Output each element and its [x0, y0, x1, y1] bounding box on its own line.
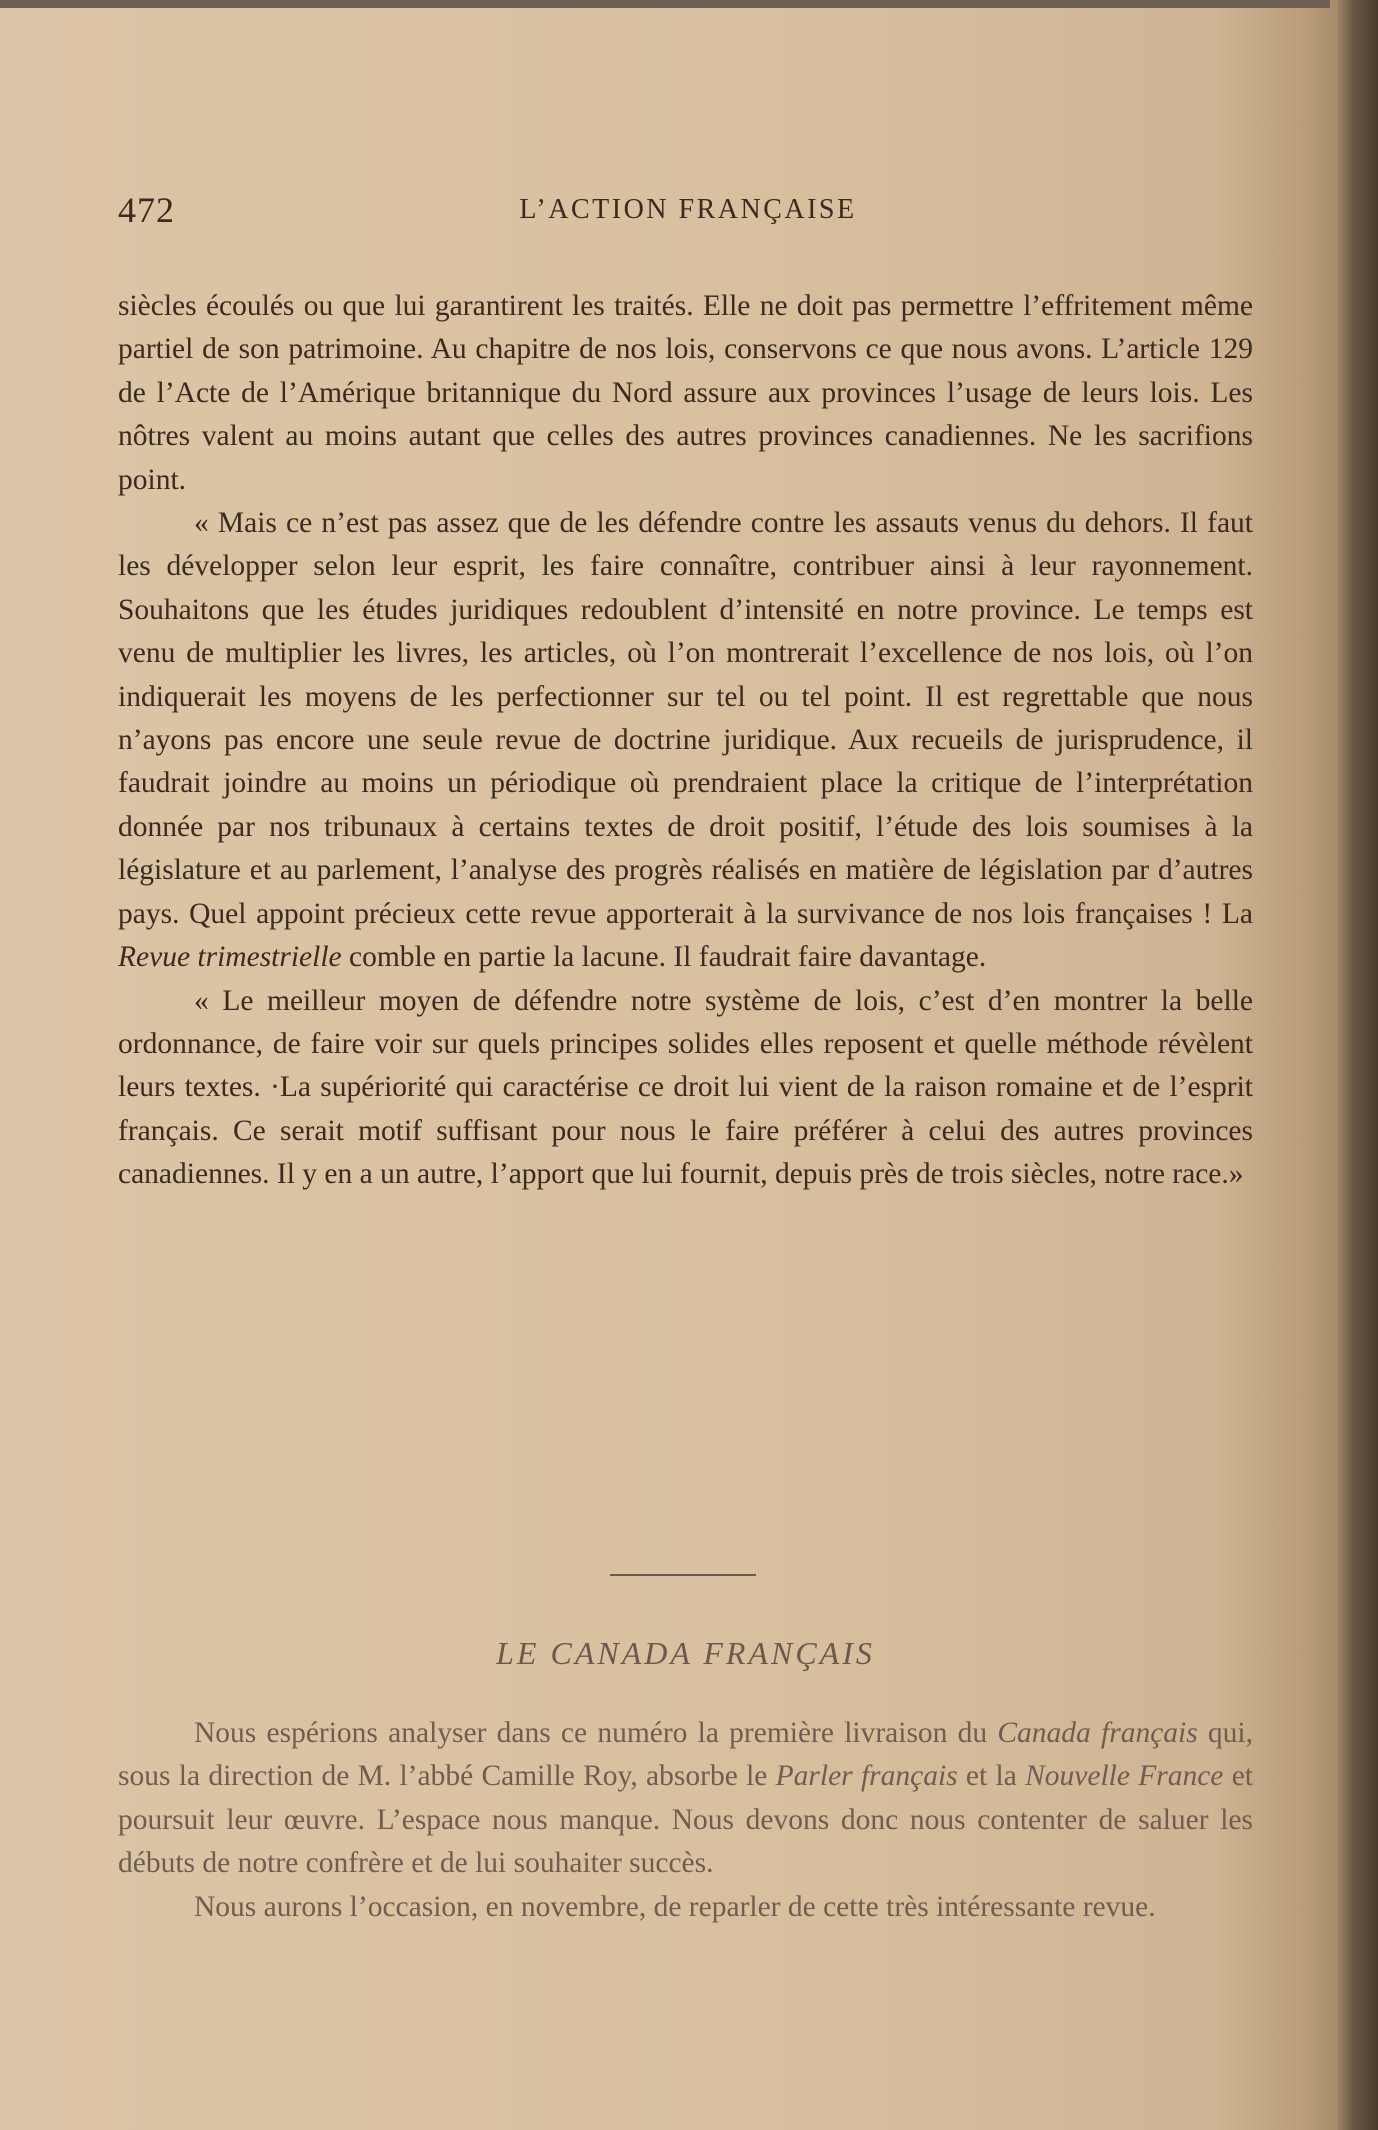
section-paragraph-2: Nous aurons l’occasion, en novembre, de reparler de cette très intéressante revue.	[194, 1890, 1156, 1923]
article-body	[118, 285, 1253, 1197]
section-text-a: Nous espérions analyser dans ce numéro la première livraison du	[194, 1717, 998, 1749]
page-number: 472	[118, 190, 175, 230]
body-paragraph-2	[118, 502, 1253, 979]
journal-title-canada-francais: Canada français	[997, 1717, 1198, 1749]
section-text-b: qui, sous la direction de M. l’abbé Camille Roy, absorbe le	[118, 1717, 1254, 1793]
section-paragraph-1	[118, 1712, 1253, 1886]
page-header	[118, 185, 1258, 235]
body-paragraph-2-end: comble en partie la lacune. Il faudrait faire davantage.	[341, 941, 987, 974]
journal-title-nouvelle-france: Nouvelle France	[1025, 1760, 1224, 1793]
page-top-edge	[0, 0, 1330, 8]
section-divider	[610, 1574, 756, 1576]
section-text-c: et la	[957, 1760, 1026, 1793]
journal-title-revue-trimestrielle: Revue trimestrielle	[118, 941, 342, 974]
journal-title-parler-francais: Parler français	[775, 1760, 958, 1793]
body-paragraph-1: siècles écoulés ou que lui garantirent les traités. Elle ne doit pas permettre l’effritement même partiel de son patrimoine. Au chapitre de nos lois, conservons ce que nous avons. L’article 129 de l’Acte de l’Amérique britannique du Nord assure aux provinces l’usage de leurs lois. Les nôtres valent au moins autant que celles des autres provinces canadiennes. Ne les sacrifions point.	[118, 290, 1253, 496]
section-text-d: et poursuit leur œuvre. L’espace nous manque. Nous devons donc nous contenter de saluer les débuts de notre confrère et de lui souhaiter succès.	[118, 1760, 1253, 1880]
body-paragraph-3: « Le meilleur moyen de défendre notre système de lois, c’est d’en montrer la belle ordonnance, de faire voir sur quels principes solides elles reposent et quelle méthode révèlent leurs textes. ·La supériorité qui caractérise ce droit lui vient de la raison romaine et de l’esprit français. Ce serait motif suffisant pour nous le faire préférer à celui des autres provinces canadiennes. Il y en a un autre, l’apport que lui fournit, depuis près de trois siècles, notre race.»	[118, 984, 1253, 1191]
section-body	[118, 1712, 1253, 1929]
book-spine-shadow	[1338, 0, 1378, 2130]
body-paragraph-2-start: « Mais ce n’est pas assez que de les défendre contre les assauts venus du dehors. Il faut les développer selon leur esprit, les faire connaître, contribuer ainsi à leur rayonnement. Souhaitons que les études juridiques redoublent d’intensité en notre province. Le temps est venu de multiplier les livres, les articles, où l’on montrerait l’excellence de nos lois, où l’on indiquerait les moyens de les perfectionner sur tel ou tel point. Il est regrettable que nous n’ayons pas encore une seule revue de doctrine juridique. Aux recueils de jurisprudence, il faudrait joindre au moins un périodique où prendraient place la critique de l’interprétation donnée par nos tribunaux à certains textes de droit positif, l’étude des lois soumises à la législature et au parlement, l’analyse des progrès réalisés en matière de législation par d’autres pays. Quel appoint précieux cette revue apporterait à la survivance de nos lois françaises ! La	[118, 507, 1253, 930]
running-title: L’ACTION FRANÇAISE	[519, 194, 857, 225]
section-title: LE CANADA FRANÇAIS	[496, 1635, 875, 1671]
